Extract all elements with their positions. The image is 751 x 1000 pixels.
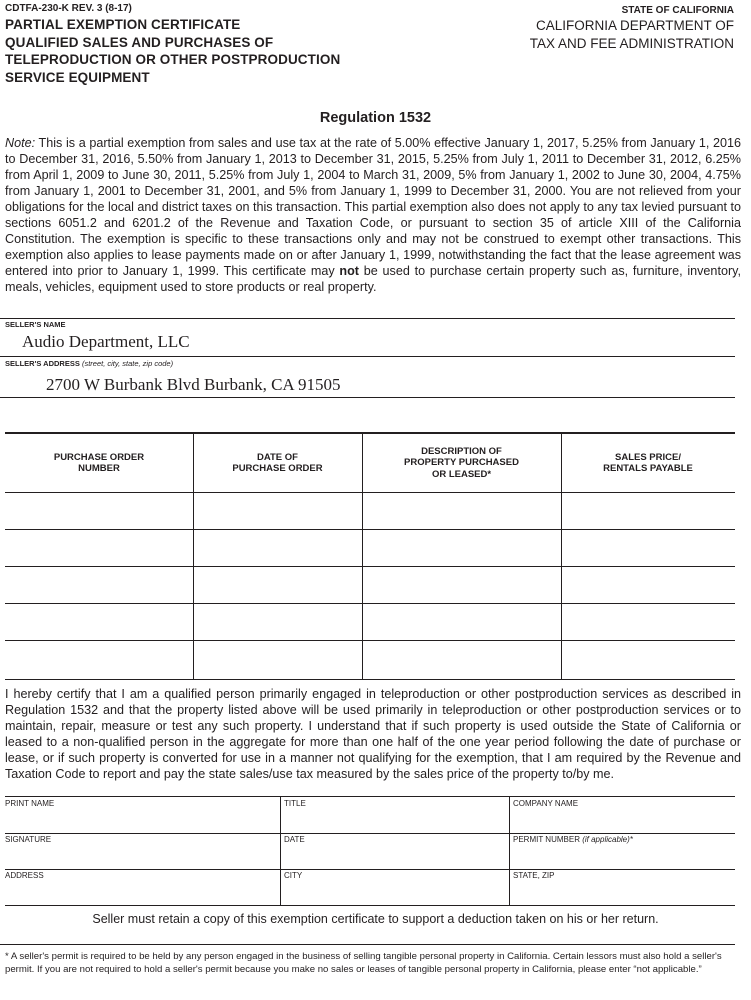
table-row[interactable] — [5, 566, 735, 603]
title-field[interactable]: TITLE — [284, 799, 306, 808]
signature-field[interactable]: SIGNATURE — [5, 835, 52, 844]
date-field[interactable]: DATE — [284, 835, 305, 844]
row-divider — [5, 833, 735, 834]
column-divider — [280, 797, 281, 905]
company-name-field[interactable]: COMPANY NAME — [513, 799, 579, 808]
seller-name-value[interactable]: Audio Department, LLC — [22, 332, 190, 351]
seller-address-label-text: SELLER'S ADDRESS — [5, 359, 80, 368]
seller-address-label — [5, 359, 173, 368]
regulation-heading: Regulation 1532 — [319, 110, 432, 126]
form-title: PARTIAL EXEMPTION CERTIFICATE QUALIFIED SALES AND PURCHASES OF TELEPRODUCTION OR OTHER POSTPRODUCTION SERVICE EQUIPMENT — [5, 17, 341, 85]
header-po-date: DATE OF PURCHASE ORDER — [232, 451, 323, 474]
seller-address-value[interactable]: 2700 W Burbank Blvd Burbank, CA 91505 — [46, 375, 341, 394]
agency-name: CALIFORNIA DEPARTMENT OF TAX AND FEE ADMINISTRATION — [529, 18, 734, 51]
divider — [0, 944, 735, 945]
divider — [0, 318, 735, 319]
header-sales-price: SALES PRICE/ RENTALS PAYABLE — [603, 451, 693, 474]
seller-address-hint: (street, city, state, zip code) — [81, 359, 174, 368]
purchase-table — [5, 432, 735, 680]
note-paragraph — [5, 135, 741, 295]
footnote: * A seller's permit is required to be held by any person engaged in the business of selling tangible personal property in California. Certain lessors must also hold a seller's permit. If you are not required to hold a seller's permit because you make no sales or leases of tangible personal property in California, please enter “not applicable.” — [5, 951, 722, 975]
print-name-field[interactable]: PRINT NAME — [5, 799, 55, 808]
note-bold: not — [339, 264, 359, 278]
table-row[interactable] — [5, 603, 735, 640]
table-row[interactable] — [5, 640, 735, 680]
divider — [0, 397, 735, 398]
header-po-number: PURCHASE ORDER NUMBER — [53, 451, 145, 474]
retain-notice: Seller must retain a copy of this exemption certificate to support a deduction taken on his or her return. — [92, 912, 659, 926]
city-field[interactable]: CITY — [284, 871, 303, 880]
note-text-2: be used to purchase certain property such as, furniture, inventory, meals, vehicles, equipment used to store products or real property. — [5, 264, 741, 294]
header-description: DESCRIPTION OF PROPERTY PURCHASED OR LEASED* — [404, 445, 519, 480]
permit-number-field[interactable] — [513, 835, 633, 844]
divider — [0, 356, 735, 357]
address-field[interactable]: ADDRESS — [5, 871, 44, 880]
seller-name-label: SELLER'S NAME — [5, 320, 66, 329]
signature-block — [5, 796, 735, 906]
state-label: STATE OF CALIFORNIA — [621, 5, 734, 16]
permit-number-hint: (if applicable)* — [582, 835, 633, 844]
row-divider — [5, 869, 735, 870]
table-row[interactable] — [5, 492, 735, 529]
permit-number-label: PERMIT NUMBER — [513, 835, 580, 844]
certification-paragraph: I hereby certify that I am a qualified person primarily engaged in teleproduction or other postproduction services as described in Regulation 1532 and that the property listed above will be used primarily in teleproduction or other postproduction services or to maintain, repair, measure or test any such property. I understand that if such property is used outside the State of California or leased to a non-qualified person in the aggregate for more than one half of the one year period following the date of purchase or lease, or if such property is converted for use in a manner not qualifying for the exemption, that I am required by the Revenue and Taxation Code to report and pay the state sales/use tax measured by the sales price of the property to/by me. — [5, 687, 741, 781]
note-label: Note: — [5, 136, 36, 150]
form-id: CDTFA-230-K REV. 3 (8-17) — [5, 3, 132, 14]
state-zip-field[interactable]: STATE, ZIP — [513, 871, 555, 880]
column-divider — [509, 797, 510, 905]
note-text-1: This is a partial exemption from sales and use tax at the rate of 5.00% effective January 1, 2017, 5.25% from January 1, 2016 to December 31, 2016, 5.50% from January 1, 2013 to December 31, 2015, 5.25% from July 1, 2011 to December 31, 2012, 6.25% from April 1, 2009 to June 30, 2011, 5.25% from July 1, 2004 to March 31, 2009, 5% from January 1, 2002 to June 30, 2004, 4.75% from January 1, 2001 to December 31, 2001, and 5% from January 1, 1999 to December 31, 2000. You are not relieved from your obligations for the local and district taxes on this transaction. This partial exemption also does not apply to any tax levied pursuant to sections 6051.2 and 6201.2 of the Revenue and Taxation Code, or pursuant to section 35 of article XIII of the California Constitution. The exemption is specific to these transactions only and may not be construed to exempt other transactions. This exemption also applies to lease payments made on or after January 1, 1999, notwithstanding the fact that the lease agreement was entered into prior to January 1, 1999. This certificate may — [5, 136, 741, 278]
table-row[interactable] — [5, 529, 735, 566]
